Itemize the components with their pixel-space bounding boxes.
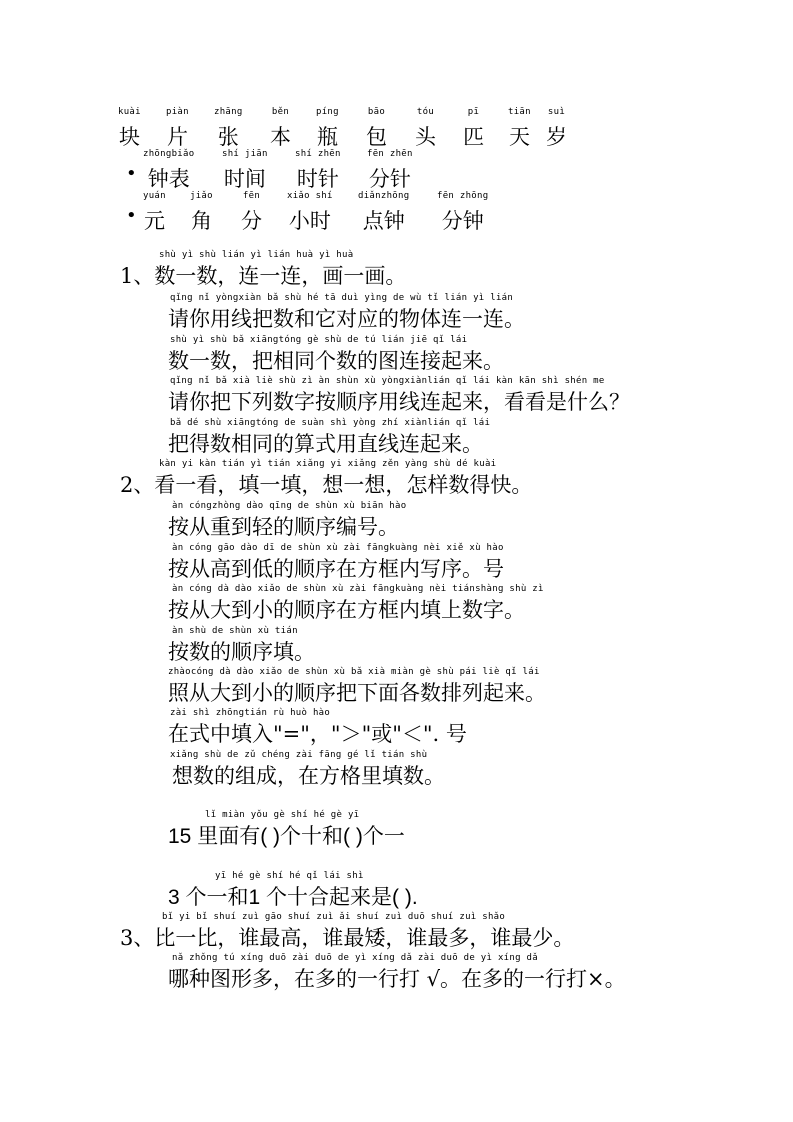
vocab-word (118, 107, 141, 151)
pinyin: kàn yi kàn tián yì tián xiǎng yi xiǎng zěn yàng shù dé kuài (159, 459, 497, 469)
vocab-word (546, 107, 567, 151)
hanzi: 时针 (296, 167, 339, 191)
pinyin: běn (271, 107, 290, 117)
pinyin: píng (316, 107, 339, 117)
pinyin: àn cóng dà dào xiǎo de shùn xù zài fāngkuàng nèi tiánshàng shù zì (172, 584, 544, 594)
hanzi: 钟表 (147, 167, 190, 191)
pinyin: tiān (508, 107, 531, 117)
hanzi: 张 (217, 125, 239, 149)
pinyin: diǎnzhōng (358, 191, 410, 201)
section-heading: 2、看一看，填一填，想一想，怎样数得快。 (120, 473, 533, 497)
instruction-line: 请你用线把数和它对应的物体连一连。 (168, 307, 525, 331)
hanzi: 瓶 (316, 125, 338, 149)
vocab-word (358, 191, 409, 235)
vocab-word (190, 191, 213, 235)
instruction-line: 想数的组成，在方格里填数。 (172, 764, 445, 788)
pinyin: bāo (367, 107, 386, 117)
fill-in-question: 15 里面有( )个十和( )个一 (168, 825, 405, 848)
pinyin: qǐng nǐ bǎ xià liè shù zì àn shùn xù yòngxiànlián qǐ lái kàn kān shì shén me (170, 376, 605, 386)
vocab-word (463, 107, 484, 151)
hanzi: 时间 (223, 167, 266, 191)
pinyin: bǎ dé shù xiāngtóng de suàn shì yòng zhí xiànlián qǐ lái (170, 418, 491, 428)
vocab-word (316, 107, 339, 151)
pinyin: fēn (242, 191, 261, 201)
pinyin: zhōngbiǎo (143, 149, 195, 159)
pinyin: àn cóng gāo dào dī de shùn xù zài fāngkuàng nèi xiě xù hào (172, 543, 504, 553)
instruction-line: 把得数相同的算式用直线连起来。 (168, 432, 483, 456)
vocab-word (437, 191, 488, 235)
instruction-line: 按从高到低的顺序在方框内写序。号 (168, 557, 504, 581)
pinyin: lǐ miàn yǒu gè shí hé gè yī (205, 810, 360, 820)
pinyin: àn cóngzhòng dào qīng de shùn xù biān hào (172, 501, 407, 511)
pinyin: jiǎo (190, 191, 213, 201)
instruction-line: 数一数，把相同个数的图连接起来。 (168, 349, 504, 373)
pinyin: zhàocóng dà dào xiǎo de shùn xù bǎ xià miàn gè shù pái liè qǐ lái (168, 667, 540, 677)
hanzi: 头 (415, 125, 436, 149)
hanzi: 分 (241, 209, 262, 233)
pinyin: piàn (166, 107, 189, 117)
vocab-word (222, 149, 268, 193)
pinyin: qǐng nǐ yòngxiàn bǎ shù hé tā duì yìng de wù tǐ lián yì lián (170, 293, 514, 303)
hanzi: 片 (166, 125, 188, 149)
hanzi: 匹 (463, 125, 484, 149)
hanzi: 分钟 (441, 209, 484, 233)
hanzi: 小时 (288, 209, 331, 233)
vocab-word (166, 107, 189, 151)
instruction-line: 按数的顺序填。 (168, 640, 315, 664)
pinyin: kuài (118, 107, 141, 117)
pinyin: zài shì zhōngtián rù huò hào (170, 708, 331, 718)
instruction-line: 照从大到小的顺序把下面各数排列起来。 (168, 681, 546, 705)
instruction-line: 按从大到小的顺序在方框内填上数字。 (168, 598, 525, 622)
pinyin: suì (547, 107, 566, 117)
hanzi: 元 (143, 209, 165, 233)
hanzi: 岁 (546, 125, 567, 149)
instruction-line: 哪种图形多，在多的一行打 √。在多的一行打×。 (168, 967, 626, 991)
pinyin: bǐ yi bǐ shuí zuì gāo shuí zuì ǎi shuí zuì duō shuí zuì shǎo (162, 912, 506, 922)
pinyin: shù yì shù bǎ xiāngtóng gè shù de tú lián jiē qǐ lái (170, 335, 468, 345)
vocab-word (214, 107, 243, 151)
vocab-word (270, 107, 291, 151)
vocab-word (508, 107, 531, 151)
pinyin: yuán (143, 191, 166, 201)
vocab-word (143, 149, 194, 193)
vocab-word (415, 107, 436, 151)
instruction-line: 按从重到轻的顺序编号。 (168, 515, 399, 539)
pinyin: fēn zhēn (367, 149, 413, 159)
hanzi: 分针 (368, 167, 411, 191)
instruction-line: 请你把下列数字按顺序用线连起来，看看是什么？ (168, 390, 630, 414)
pinyin: zhāng (214, 107, 243, 117)
pinyin: shù yì shù lián yì lián huà yì huà (159, 250, 354, 260)
section-heading: 3、比一比，谁最高，谁最矮，谁最多，谁最少。 (120, 926, 575, 950)
hanzi: 包 (366, 125, 387, 149)
bullet: • (126, 205, 137, 226)
pinyin: àn shù de shùn xù tián (172, 626, 298, 636)
hanzi: 块 (118, 125, 140, 149)
vocab-word (295, 149, 341, 193)
pinyin: xiǎo shí (287, 191, 333, 201)
pinyin: xiǎng shù de zǔ chéng zài fāng gé lǐ tián shù (170, 750, 428, 760)
pinyin: tóu (416, 107, 435, 117)
hanzi: 本 (270, 125, 291, 149)
pinyin: nǎ zhǒng tú xíng duō zài duō de yì xíng dǎ zài duō de yì xíng dǎ (172, 953, 538, 963)
pinyin: shí jiān (222, 149, 268, 159)
hanzi: 角 (190, 209, 212, 233)
instruction-line: 在式中填入"="，"＞"或"＜". 号 (168, 722, 467, 746)
vocab-word (241, 191, 262, 235)
hanzi: 点钟 (362, 209, 405, 233)
pinyin: shí zhēn (295, 149, 341, 159)
vocab-word (143, 191, 166, 235)
bullet: • (126, 163, 137, 184)
vocab-word (367, 149, 413, 193)
vocab-word (366, 107, 387, 151)
section-heading: 1、数一数，连一连，画一画。 (120, 264, 407, 288)
hanzi: 天 (508, 125, 530, 149)
pinyin: pī (467, 107, 480, 117)
pinyin: yī hé gè shí hé qǐ lái shì (215, 871, 364, 881)
pinyin: fēn zhōng (437, 191, 489, 201)
fill-in-question: 3 个一和1 个十合起来是( ). (168, 886, 418, 909)
vocab-word (287, 191, 333, 235)
